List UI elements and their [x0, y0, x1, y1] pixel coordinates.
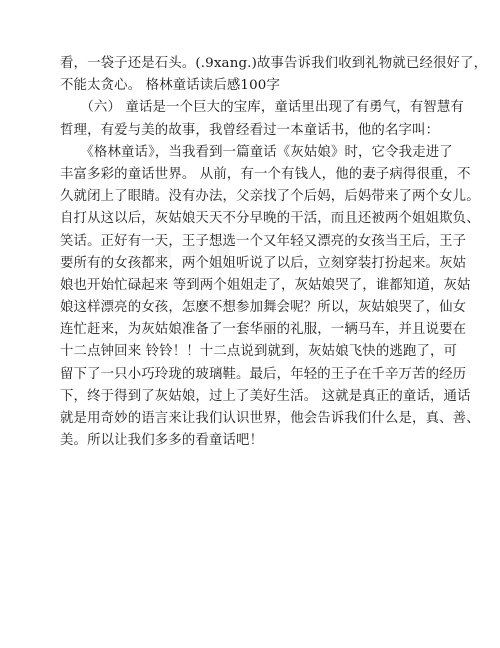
text-line: 娘这样漂亮的女孩，怎麽不想参加舞会呢？所以，灰姑娘哭了，仙女 [60, 300, 467, 316]
text-line: （六） 童话是一个巨大的宝库，童话里出现了有勇气，有智慧有 [60, 100, 464, 116]
text-line: 留下了一只小巧玲珑的玻璃鞋。最后，年轻的王子在千辛万苦的经历 [60, 366, 467, 382]
text-line: 十二点钟回来 铃铃！！十二点说到就到，灰姑娘飞快的逃跑了，可 [60, 344, 458, 360]
text-line: 下，终于得到了灰姑娘，过上了美好生活。 这就是真正的童话，通话 [60, 388, 471, 404]
text-line: 丰富多彩的童话世界。 从前，有一个有钱人，他的妻子病得很重，不 [60, 166, 471, 182]
text-line: 美。所以让我们多多的看童话吧！ [60, 433, 264, 449]
text-line: 连忙赶来，为灰姑娘准备了一套华丽的礼服，一辆马车，并且说要在 [60, 322, 467, 338]
text-line: 哲理，有爱与美的故事，我曾经看过一本童话书，他的名字叫： [60, 122, 440, 138]
text-line: 《格林童话》，当我看到一篇童话《灰姑娘》时，它令我走进了 [60, 144, 453, 160]
text-line: 久就闭上了眼睛。没有办法，父亲找了个后妈，后妈带来了两个女儿。 [60, 189, 480, 205]
text-line: 娘也开始忙碌起来 等到两个姐姐走了，灰姑娘哭了，谁都知道，灰姑 [60, 277, 471, 293]
article-body [60, 53, 488, 452]
text-line: 要所有的女孩都来，两个姐姐听说了以后，立刻穿装打扮起来。灰姑 [60, 255, 467, 271]
text-line: 笑话。正好有一天，王子想选一个又年轻又漂亮的女孩当王后，王子 [60, 233, 467, 249]
text-line: 看，一袋子还是石头。(.9xang.)故事告诉我们收到礼物就已经很好了， [60, 56, 488, 71]
text-line: 自打从这以后，灰姑娘天天不分早晚的干活，而且还被两个姐姐欺负、 [60, 211, 480, 227]
text-line: 就是用奇妙的语言来让我们认识世界，他会告诉我们什么是，真、善、 [60, 411, 480, 426]
text-line: 不能太贪心。 格林童话读后感100字 [60, 78, 280, 94]
